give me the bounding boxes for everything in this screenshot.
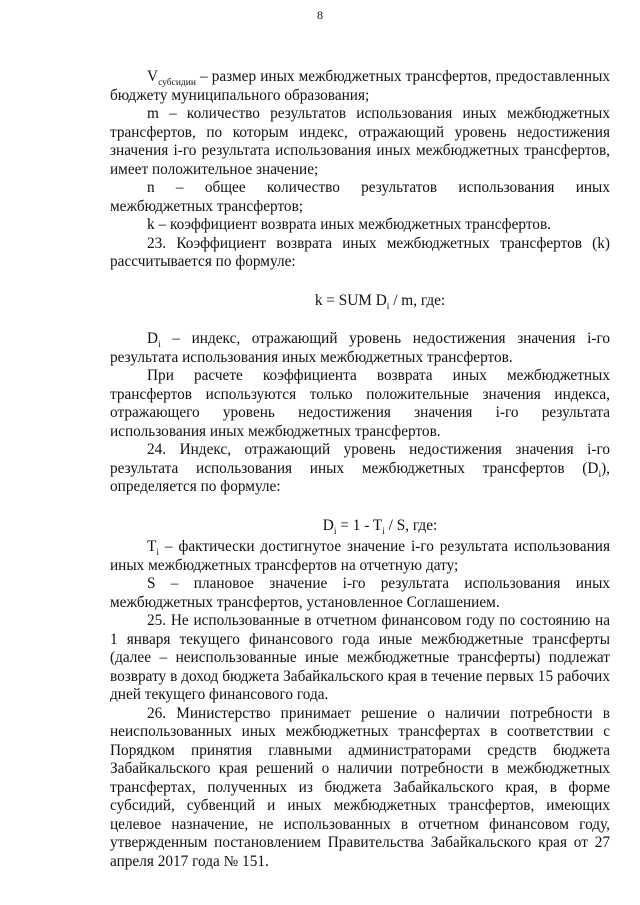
paragraph-24-text: 24. Индекс, отражающий уровень недостижения значения i-го результата использования иных межбюджетных трансфертов (D: [110, 441, 610, 477]
formula-d-sub2: i: [382, 526, 385, 537]
paragraph-n: n – общее количество результатов использования иных межбюджетных трансфертов;: [110, 179, 610, 215]
paragraph-di: [110, 330, 610, 367]
formula-k-part2: / m, где:: [389, 291, 446, 309]
formula-d-sub1: i: [333, 526, 337, 537]
formula-d: [110, 517, 610, 536]
paragraph-23: 23. Коэффициент возврата иных межбюджетных трансфертов (k) рассчитывается по формуле:: [110, 234, 610, 270]
symbol-t-subscript: i: [156, 548, 159, 559]
page-number: 8: [317, 8, 323, 22]
symbol-t: T: [147, 538, 157, 555]
formula-d-part2: = 1 - T: [336, 516, 383, 534]
paragraph-calculation: При расчете коэффициента возврата иных межбюджетных трансфертов используются только положительные значения индекса, отражающего уровень недостижения значения i-го результата использования иных межбюджетных трансфертов.: [110, 367, 610, 440]
formula-d-part3: / S, где:: [384, 516, 438, 534]
paragraph-v-text: – размер иных межбюджетных трансфертов, предоставленных бюджету муниципального образования;: [110, 68, 610, 104]
symbol-d-subscript: i: [158, 340, 161, 351]
paragraph-di-text: – индекс, отражающий уровень недостижения значения i-го результата использования иных межбюджетных трансфертов.: [110, 330, 610, 366]
symbol-d: D: [147, 330, 159, 347]
symbol-v: V: [147, 68, 159, 85]
paragraph-m: m – количество результатов использования иных межбюджетных трансфертов, по которым индекс, отражающий уровень недостижения значения i-го результата использования иных межбюджетных трансфертов, имеет положительное значение;: [110, 105, 610, 178]
paragraph-24-tail: ), определяется по формуле:: [110, 459, 610, 495]
paragraph-25: 25. Не использованные в отчетном финансовом году по состоянию на 1 января текущего финансового года иные межбюджетные трансферты (далее – неиспользованные иные межбюджетные трансферты) подлежат возврату в доход бюджета Забайкальского края в течение первых 15 рабочих дней текущего финансового года.: [110, 612, 610, 703]
formula-k: [110, 292, 610, 311]
paragraph-k: k – коэффициент возврата иных межбюджетных трансфертов.: [147, 216, 552, 233]
paragraph-ti: [110, 538, 610, 575]
formula-k-subscript: i: [386, 301, 390, 312]
formula-d-part1: D: [322, 516, 334, 534]
paragraph-s: S – плановое значение i-го результата использования иных межбюджетных трансфертов, установленное Соглашением.: [110, 575, 610, 611]
formula-k-part1: k = SUM D: [314, 291, 387, 309]
symbol-v-subscript: субсидии: [158, 78, 196, 89]
paragraph-26: 26. Министерство принимает решение о наличии потребности в неиспользованных иных межбюджетных трансфертах в соответствии с Порядком принятия главными администраторами средств бюджета Забайкальского края решений о наличии потребности в межбюджетных трансфертах, полученных из бюджета Забайкальского края, в форме субсидий, субвенций и иных межбюджетных трансфертов, имеющих целевое назначение, не использованных в отчетном финансовом году, утвержденным постановлением Правительства Забайкальского края от 27 апреля 2017 года № 151.: [110, 704, 610, 870]
paragraph-24: [110, 441, 610, 497]
document-body: [110, 68, 610, 871]
paragraph-24-subscript: i: [598, 469, 602, 480]
paragraph-ti-text: – фактически достигнутое значение i-го результата использования иных межбюджетных трансфертов на отчетную дату;: [110, 538, 610, 574]
paragraph-v-subsidy: [110, 68, 610, 105]
